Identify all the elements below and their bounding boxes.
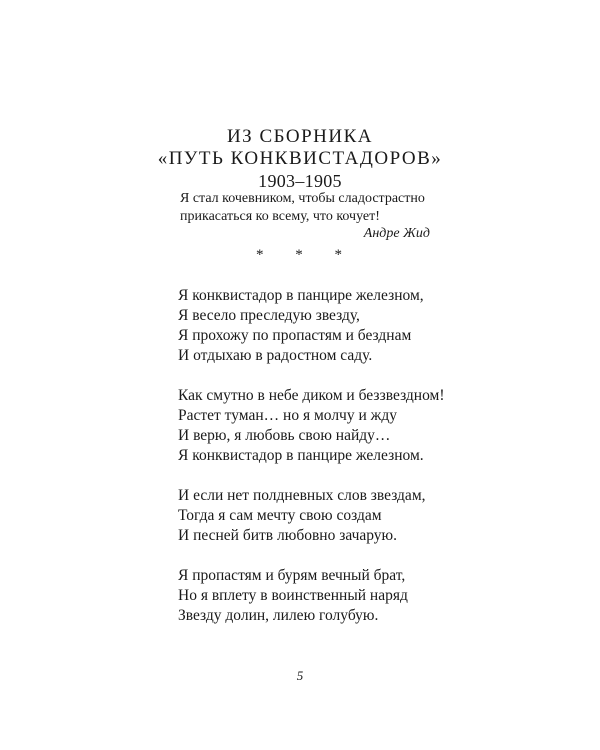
stanza [178, 386, 478, 466]
epigraph-line: прикасаться ко всему, что кочует! [180, 208, 380, 224]
epigraph-text [180, 190, 430, 225]
stanza [178, 486, 478, 546]
epigraph [180, 190, 430, 243]
verse-line: И отдыхаю в радостном саду. [178, 347, 373, 364]
verse-line: Но я вплету в воинственный наряд [178, 587, 408, 604]
verse-line: И если нет полдневных слов звездам, [178, 487, 426, 504]
verse-line: Как смутно в небе диком и беззвездном! [178, 387, 445, 404]
poem [178, 286, 478, 646]
verse-line: Звезду долин, лилею голубую. [178, 607, 379, 624]
verse-line: Я пропастям и бурям вечный брат, [178, 567, 406, 584]
heading-line-2: «ПУТЬ КОНКВИСТАДОРОВ» [157, 148, 443, 169]
heading-years: 1903–1905 [258, 171, 342, 191]
verse-line: Я весело преследую звезду, [178, 307, 360, 324]
asterisk-separator: * * * [256, 247, 356, 263]
page-number: 5 [296, 668, 304, 683]
stanza [178, 286, 478, 366]
verse-line: Я конквистадор в панцире железном. [178, 447, 424, 464]
verse-line: Тогда я сам мечту свою создам [178, 507, 382, 524]
stanza [178, 566, 478, 626]
epigraph-line: Я стал кочевником, чтобы сладострастно [180, 191, 425, 206]
epigraph-author: Андре Жид [363, 226, 430, 241]
verse-line: Растет туман… но я молчу и жду [178, 407, 397, 424]
verse-line: И песней битв любовно зачарую. [178, 527, 397, 544]
verse-line: Я прохожу по пропастям и безднам [178, 327, 412, 344]
verse-line: И верю, я любовь свою найду… [178, 427, 391, 444]
section-heading [0, 126, 600, 192]
heading-line-1: ИЗ СБОРНИКА [226, 126, 374, 147]
verse-line: Я конквистадор в панцире железном, [178, 287, 424, 304]
